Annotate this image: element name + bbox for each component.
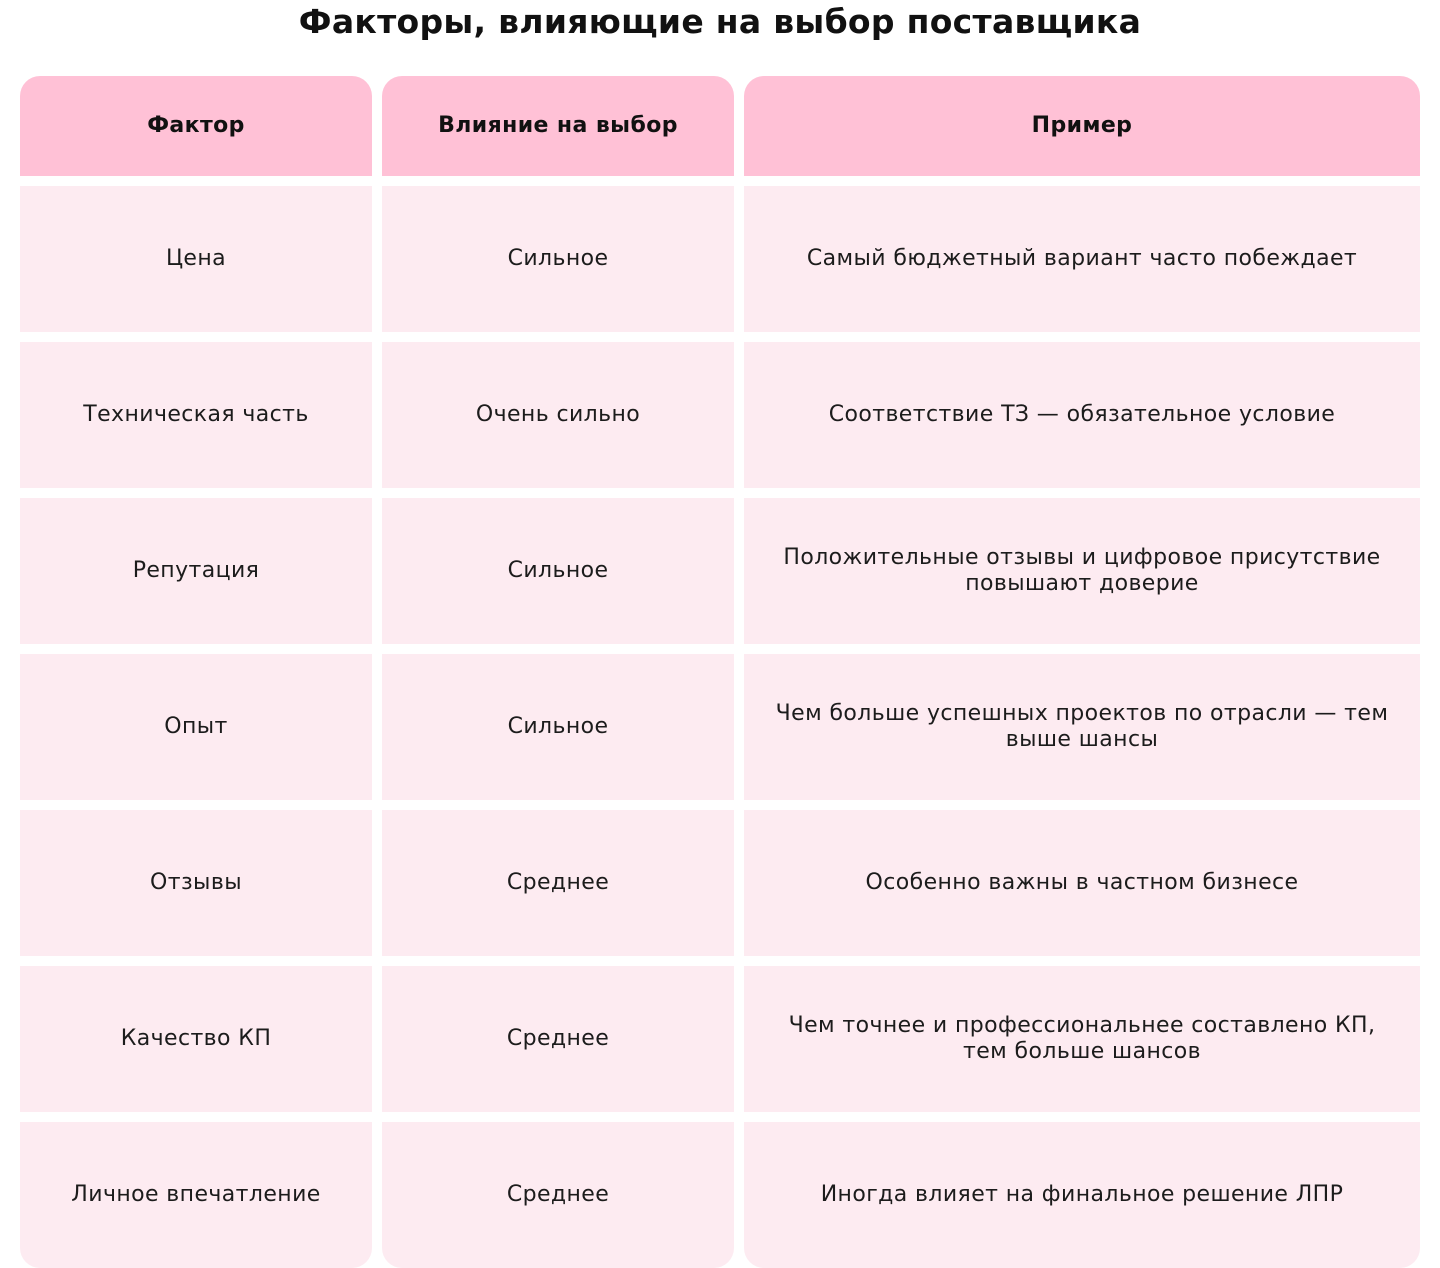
impact-cell: Сильное: [382, 186, 734, 332]
factors-table: [20, 76, 1420, 1268]
example-cell: Иногда влияет на финальное решение ЛПР: [744, 1122, 1420, 1268]
impact-cell: Среднее: [382, 966, 734, 1112]
column-header-impact: Влияние на выбор: [382, 76, 734, 176]
factor-cell: Личное впечатление: [20, 1122, 372, 1268]
impact-cell: Среднее: [382, 1122, 734, 1268]
example-cell: Соответствие ТЗ — обязательное условие: [744, 342, 1420, 488]
column-header-factor: Фактор: [20, 76, 372, 176]
impact-cell: Сильное: [382, 498, 734, 644]
factor-cell: Техническая часть: [20, 342, 372, 488]
factor-cell: Цена: [20, 186, 372, 332]
page-title: Факторы, влияющие на выбор поставщика: [298, 2, 1142, 41]
impact-cell: Очень сильно: [382, 342, 734, 488]
impact-cell: Среднее: [382, 810, 734, 956]
example-cell: Самый бюджетный вариант часто побеждает: [744, 186, 1420, 332]
example-cell: Чем точнее и профессиональнее составлено КП, тем больше шансов: [744, 966, 1420, 1112]
factor-cell: Качество КП: [20, 966, 372, 1112]
column-header-example: Пример: [744, 76, 1420, 176]
factor-cell: Отзывы: [20, 810, 372, 956]
example-cell: Положительные отзывы и цифровое присутствие повышают доверие: [744, 498, 1420, 644]
impact-cell: Сильное: [382, 654, 734, 800]
example-cell: Чем больше успешных проектов по отрасли — тем выше шансы: [744, 654, 1420, 800]
factor-cell: Репутация: [20, 498, 372, 644]
factor-cell: Опыт: [20, 654, 372, 800]
example-cell: Особенно важны в частном бизнесе: [744, 810, 1420, 956]
